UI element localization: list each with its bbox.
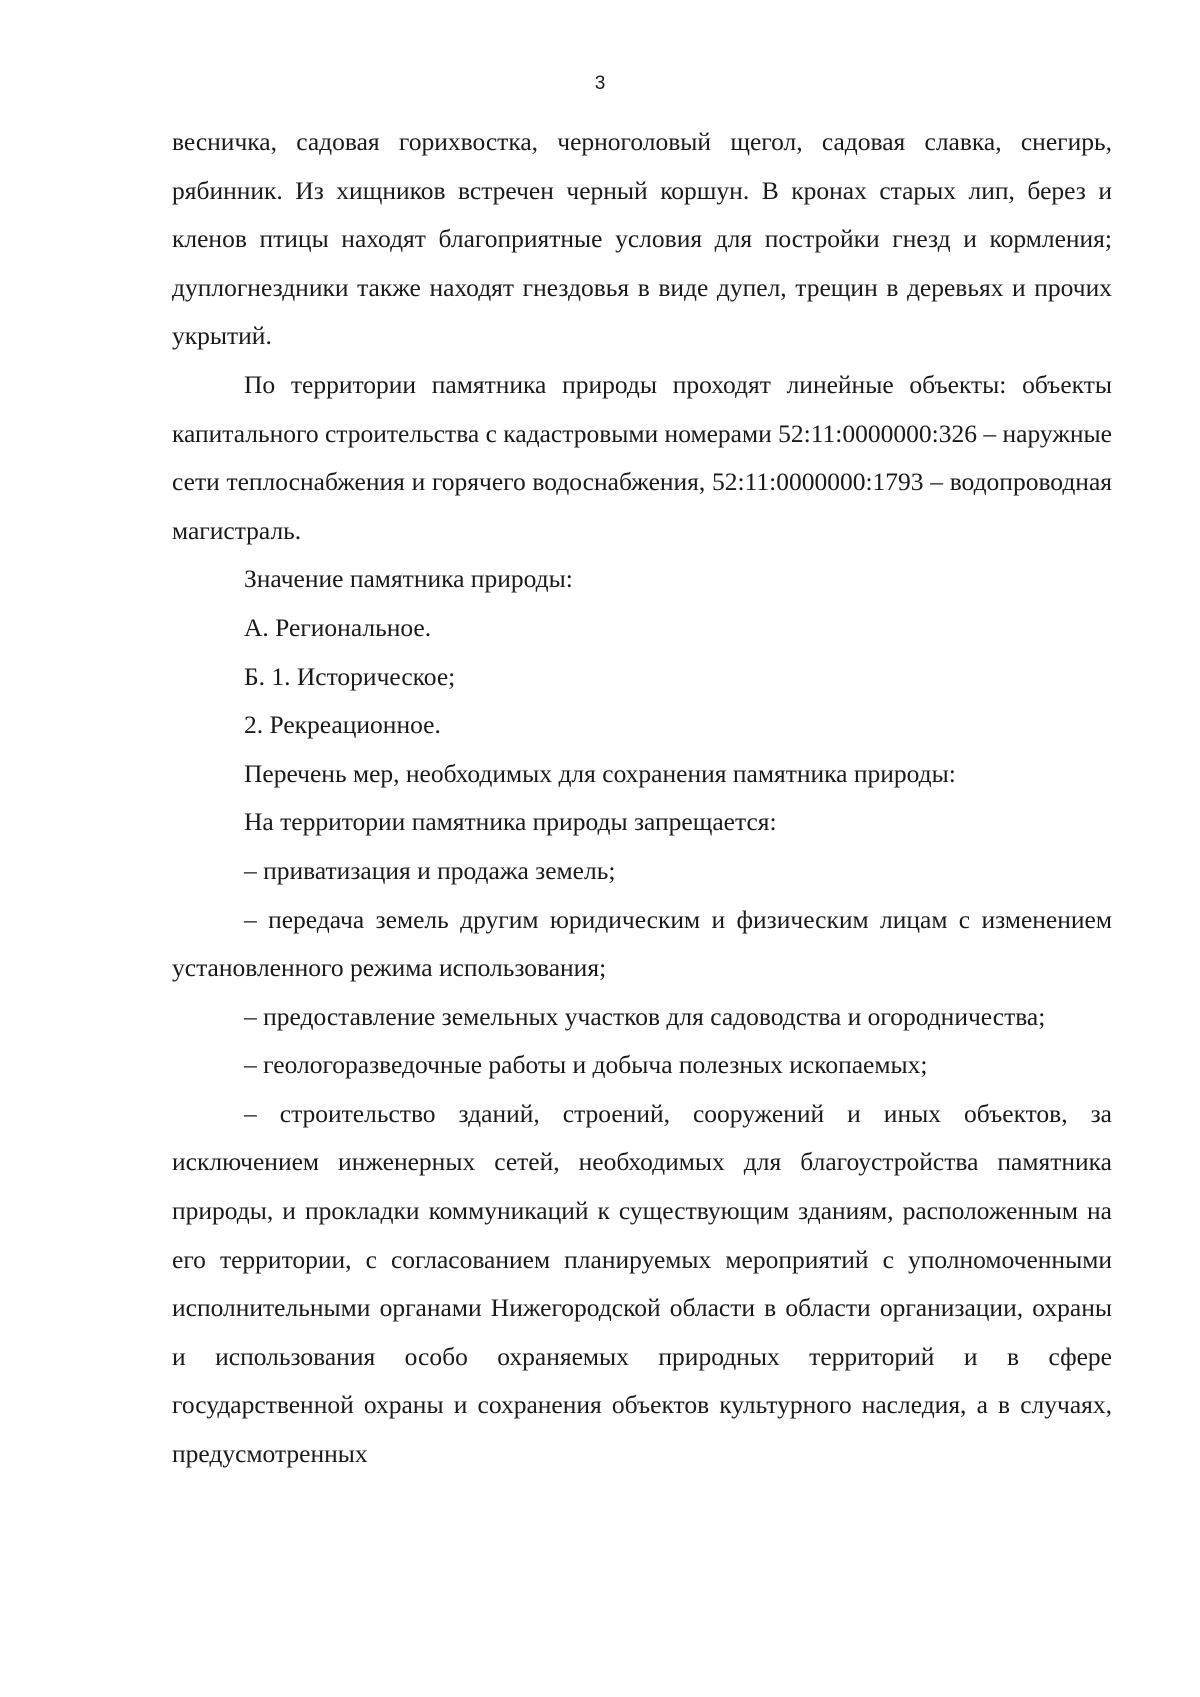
page-number: 3 (594, 73, 606, 94)
list-item-construction: – строительство зданий, строений, сооружений и иных объектов, за исключением инженерных сетей, необходимых для благоустройства памятника природы, и прокладки коммуникаций к существующим зданиям, расположенным на его территории, с согласованием планируемых мероприятий с уполномоченными исполнительными органами Нижегородской области в области организации, охраны и использования особо охраняемых природных территорий и в сфере государственной охраны и сохранения объектов культурного наследия, а в случаях, предусмотренных (172, 1098, 1112, 1469)
paragraph-measures-heading: Перечень мер, необходимых для сохранения памятника природы: (244, 758, 956, 788)
paragraph-significance-historical: Б. 1. Историческое; (244, 661, 456, 691)
paragraph-linear-objects: По территории памятника природы проходят линейные объекты: объекты капитального строительства с кадастровыми номерами 52:11:0000000:326 – наружные сети теплоснабжения и горячего водоснабжения, 52:11:0000000:1793 – водопроводная магистраль. (172, 369, 1112, 545)
list-item-land-transfer: – передача земель другим юридическим и физическим лицам с изменением установленного режима использования; (172, 904, 1112, 983)
paragraph-prohibited-heading: На территории памятника природы запрещается: (244, 807, 777, 837)
paragraph-significance-heading: Значение памятника природы: (244, 564, 573, 594)
list-item-privatization: – приватизация и продажа земель; (244, 855, 616, 885)
document-body (172, 118, 1112, 1479)
list-item-geological-works: – геологоразведочные работы и добыча полезных ископаемых; (244, 1050, 928, 1080)
paragraph-significance-regional: А. Региональное. (244, 612, 432, 642)
paragraph-significance-recreational: 2. Рекреационное. (244, 710, 441, 740)
list-item-gardening-plots: – предоставление земельных участков для садоводства и огородничества; (244, 1001, 1046, 1031)
paragraph-birds-continuation: весничка, садовая горихвостка, черноголовый щегол, садовая славка, снегирь, рябинник. Из хищников встречен черный коршун. В кронах старых лип, берез и кленов птицы находят благоприятные условия для постройки гнезд и кормления; дуплогнездники также находят гнездовья в виде дупел, трещин в деревьях и прочих укрытий. (172, 127, 1112, 351)
